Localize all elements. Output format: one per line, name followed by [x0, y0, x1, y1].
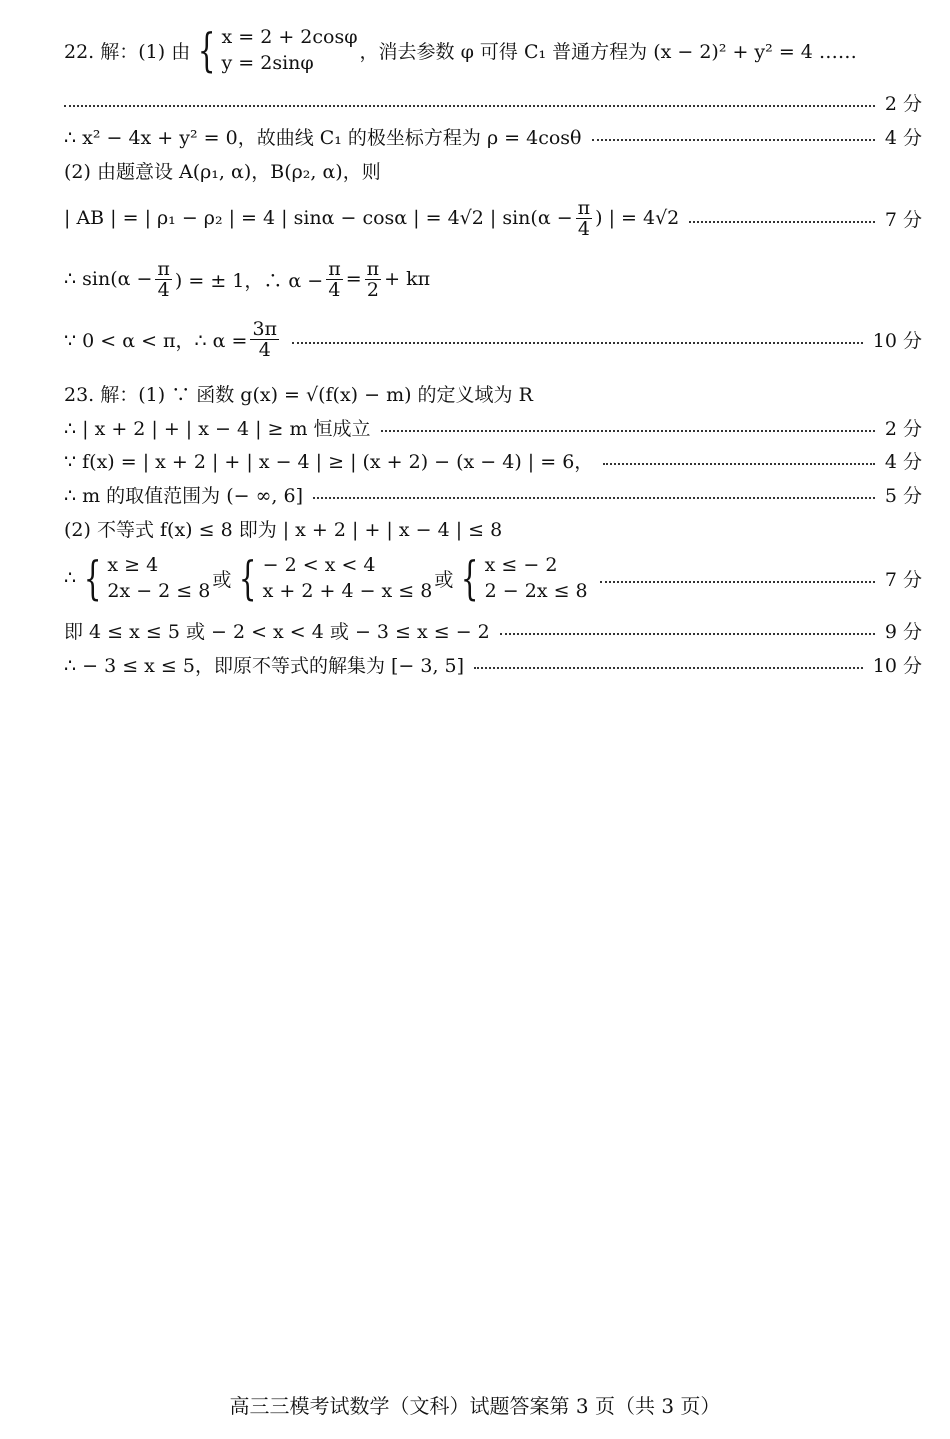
p23-line-6 [64, 548, 922, 608]
p23-inequality: ∴ | x + 2 | + | x − 4 | ≥ m 恒成立 [64, 417, 371, 440]
score: 4 分 [884, 126, 922, 149]
or: 或 [434, 568, 454, 591]
leader-dots [381, 430, 875, 432]
brace-icon: { [239, 551, 257, 605]
case-2: { − 2 < x < 4 x + 2 + 4 − x ≤ 8 [239, 551, 433, 605]
p23-intro: 23. 解：(1) ∵ 函数 g(x) = √(f(x) − m) 的定义域为 R [64, 383, 533, 406]
score: 5 分 [884, 484, 922, 507]
fraction-pi-over-2: $\frac{\pi}{2}$ [366, 257, 380, 301]
leader-dots [603, 463, 875, 465]
p22-line-7 [64, 316, 922, 362]
p22-line-1 [64, 22, 922, 78]
leader-dots [500, 633, 875, 635]
fraction-pi-over-4: $\frac{\pi}{4}$ [157, 257, 170, 301]
p22-polar-eq: ∴ x² − 4x + y² = 0，故曲线 C₁ 的极坐标方程为 ρ = 4cosθ [64, 126, 582, 149]
p23-line-3 [64, 447, 922, 473]
score: 2 分 [884, 92, 922, 115]
case-1: { x ≥ 4 2x − 2 ≤ 8 [83, 551, 211, 605]
p22-part2: (2) 由题意设 A(ρ₁, α)，B(ρ₂, α)，则 [64, 160, 381, 183]
equals: = [345, 268, 362, 290]
p22-sin-eq: ∴ sin(α − [64, 268, 153, 290]
p22-alpha-eq: ) = ± 1，∴ α − [174, 269, 324, 292]
score: 4 分 [884, 450, 922, 473]
p23-part2: (2) 不等式 f(x) ≤ 8 即为 | x + 2 | + | x − 4 | ≤ 8 [64, 518, 503, 541]
score: 10 分 [872, 654, 922, 677]
p23-line-7 [64, 617, 922, 643]
score: 7 分 [884, 208, 922, 231]
brace-icon: { [461, 551, 479, 605]
brace-icon: { [198, 23, 216, 77]
k-pi: + kπ [384, 268, 431, 290]
leader-dots [689, 221, 875, 223]
or: 或 [212, 568, 232, 591]
score: 7 分 [884, 568, 922, 591]
fraction-pi-over-4: $\frac{\pi}{4}$ [577, 196, 591, 240]
leader-dots [600, 581, 875, 583]
p22-line-4 [64, 157, 922, 183]
param-system [192, 24, 357, 76]
p23-cases-result: 即 4 ≤ x ≤ 5 或 − 2 < x < 4 或 − 3 ≤ x ≤ − 2 [64, 620, 490, 643]
fraction-pi-over-4: $\frac{\pi}{4}$ [328, 257, 341, 301]
p23-line-8 [64, 651, 922, 677]
p22-alpha-range: ∵ 0 < α < π，∴ α = [64, 329, 248, 352]
leader-dots [313, 497, 875, 499]
param-y: y = 2sinφ [221, 52, 314, 74]
p23-line-4 [64, 481, 922, 507]
param-x: x = 2 + 2cosφ [221, 26, 358, 48]
p23-line-1 [64, 380, 922, 406]
p22-line-2 [64, 90, 922, 114]
p23-line-2 [64, 414, 922, 440]
score: 2 分 [884, 417, 922, 440]
leader-dots [64, 105, 875, 107]
p22-intro: 22. 解：(1) 由 [64, 40, 191, 63]
p23-triangle-ineq: ∵ f(x) = | x + 2 | + | x − 4 | ≥ | (x + 2) − (x − 4) | = 6， [64, 450, 594, 473]
p23-m-range: ∴ m 的取值范围为 (− ∞, 6] [64, 484, 304, 507]
p23-line-5 [64, 515, 922, 541]
leader-dots [292, 342, 863, 344]
p22-line-3 [64, 123, 922, 149]
p23-solution-set: ∴ − 3 ≤ x ≤ 5，即原不等式的解集为 [− 3, 5] [64, 654, 465, 677]
score: 9 分 [884, 620, 922, 643]
p22-ab-length: | AB | = | ρ₁ − ρ₂ | = 4 | sinα − cosα | = 4√2 | sin(α − [64, 207, 573, 229]
p22-line-5 [64, 195, 922, 241]
page-footer: 高三三模考试数学（文科）试题答案第 3 页（共 3 页） [229, 1394, 721, 1418]
leader-dots [592, 139, 875, 141]
p22-ab-length-end: ) | = 4√2 [595, 207, 680, 229]
fraction-3pi-over-4: $\frac{3\pi}{4}$ [252, 317, 278, 361]
leader-dots [474, 667, 863, 669]
p22-standard-eq: ，消去参数 φ 可得 C₁ 普通方程为 (x − 2)² + y² = 4 …… [359, 40, 857, 63]
brace-icon: { [83, 551, 102, 605]
case-3: { x ≤ − 2 2 − 2x ≤ 8 [461, 551, 588, 605]
p22-line-6 [64, 256, 922, 302]
score: 10 分 [872, 329, 922, 352]
therefore: ∴ [64, 567, 77, 589]
